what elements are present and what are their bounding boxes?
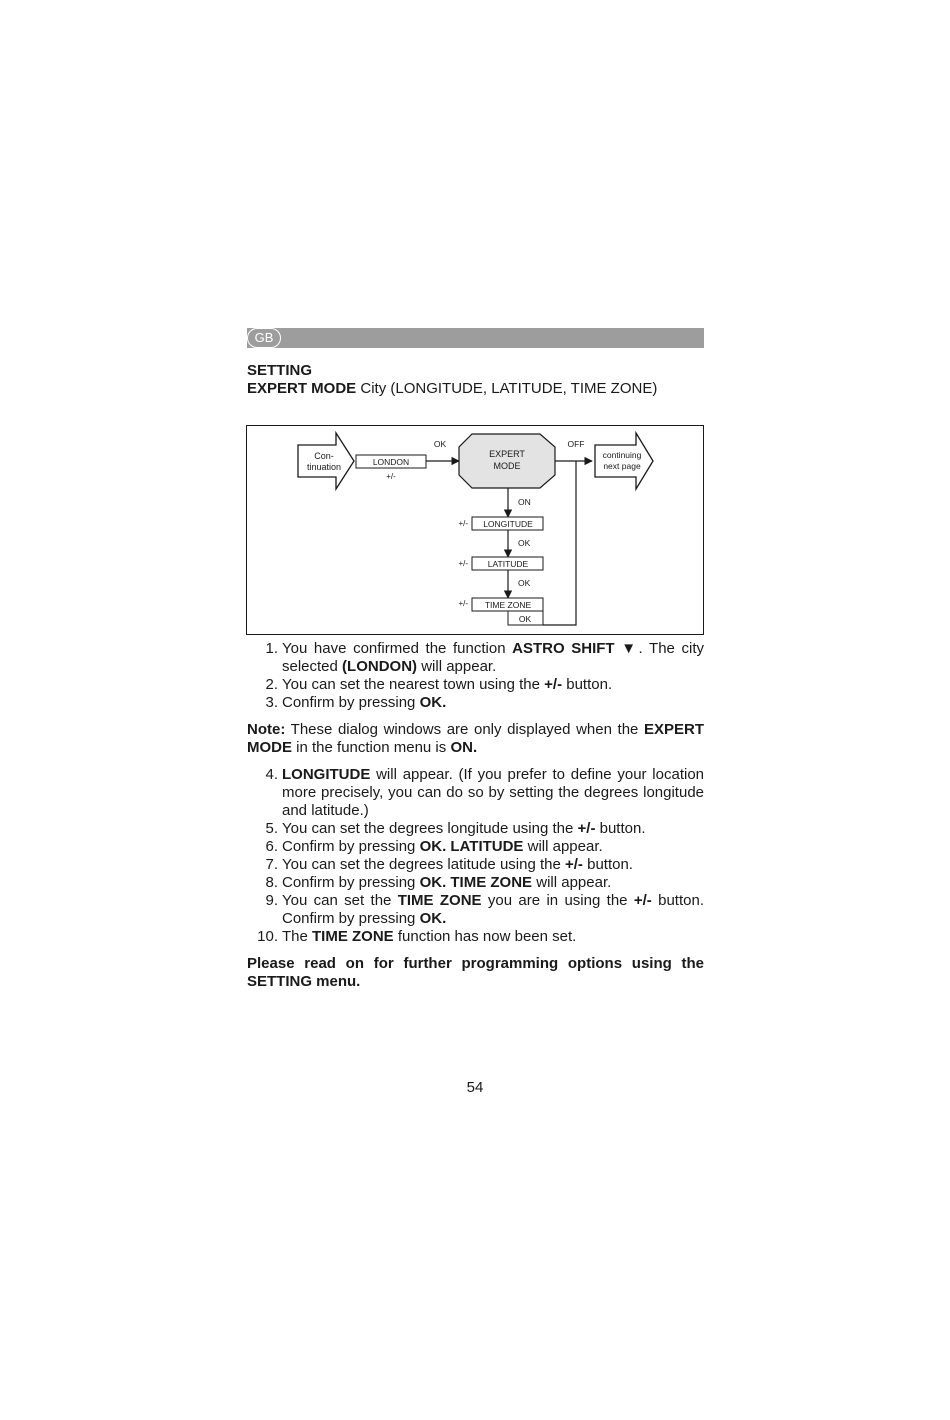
ok-label-top: OK	[433, 439, 447, 449]
timezone-plus-minus: +/-	[458, 599, 468, 608]
step-number: 1.	[265, 640, 278, 657]
latitude-label: LATITUDE	[487, 559, 529, 569]
step-text: OK.	[419, 910, 447, 927]
step-text: You can set the degrees latitude using the	[282, 856, 565, 873]
note-paragraph	[247, 721, 704, 757]
return-line	[543, 461, 576, 625]
step-item	[247, 820, 704, 838]
step-text: . The city selected	[282, 640, 704, 675]
next-page-label-2: next page	[603, 461, 641, 471]
step-text: Confirm by pressing	[282, 694, 420, 711]
expert-mode-label-1: EXPERT	[489, 449, 525, 459]
steps-list-b	[247, 766, 704, 946]
step-item	[247, 856, 704, 874]
step-text: button.	[562, 676, 613, 693]
step-number: 8.	[265, 874, 278, 891]
step-text: (LONDON)	[342, 658, 418, 675]
ok-label-latitude: OK	[518, 578, 531, 588]
step-text: OK. LATITUDE	[419, 838, 524, 855]
continuation-arrow-shape	[298, 433, 354, 489]
step-text: You can set the nearest town using the	[282, 676, 545, 693]
note-text: These dialog windows are only displayed when the	[285, 721, 644, 738]
step-text: will appear.	[417, 658, 497, 675]
instructions	[247, 640, 704, 991]
longitude-plus-minus: +/-	[458, 519, 468, 528]
london-plus-minus: +/-	[386, 472, 396, 481]
step-text: +/-	[633, 892, 652, 909]
final-ok-label: OK	[518, 614, 532, 624]
step-text: OK.	[419, 694, 447, 711]
ok-label-longitude: OK	[518, 538, 531, 548]
step-text: The	[282, 928, 313, 945]
step-item	[247, 676, 704, 694]
longitude-label: LONGITUDE	[483, 519, 533, 529]
step-text: +/-	[577, 820, 596, 837]
step-text: Confirm by pressing	[282, 838, 420, 855]
step-text: You can set the	[282, 892, 398, 909]
header-bar	[247, 328, 704, 348]
step-text: OK. TIME ZONE	[419, 874, 533, 891]
step-item	[247, 766, 704, 820]
language-badge: GB	[247, 328, 281, 348]
step-number: 4.	[265, 766, 278, 783]
note-text: Note:	[247, 721, 286, 738]
note-text: in the function menu is	[292, 739, 451, 756]
step-text: TIME ZONE	[312, 928, 394, 945]
note-text: EXPERT MODE	[247, 721, 704, 756]
step-text: You have confirmed the function	[282, 640, 513, 657]
steps-list-a	[247, 640, 704, 712]
off-label: OFF	[567, 439, 585, 449]
london-label: LONDON	[372, 457, 410, 467]
note-text: ON.	[450, 739, 478, 756]
continuation-label-2: tinuation	[306, 462, 342, 472]
step-item	[247, 928, 704, 946]
expert-mode-label-2: MODE	[493, 461, 521, 471]
on-label: ON	[518, 497, 531, 507]
step-item	[247, 892, 704, 928]
step-item	[247, 874, 704, 892]
page-number: 54	[466, 1079, 484, 1096]
step-number: 7.	[265, 856, 278, 873]
section-subtitle	[247, 380, 657, 397]
step-text: +/-	[544, 676, 563, 693]
section-title: SETTING	[247, 362, 313, 379]
closing-paragraph: Please read on for further programming options using the SETTING menu.	[247, 955, 704, 990]
step-item	[247, 640, 704, 676]
subtitle-rest: City (LONGITUDE, LATITUDE, TIME ZONE)	[356, 380, 658, 397]
step-item	[247, 838, 704, 856]
step-number: 10.	[257, 928, 278, 945]
latitude-plus-minus: +/-	[458, 559, 468, 568]
step-text: TIME ZONE	[397, 892, 482, 909]
step-text: will appear. (If you prefer to define your location more precisely, you can do so by setting the degrees longitude and latitude.)	[282, 766, 704, 819]
continuation-label-1: Con-	[314, 451, 334, 461]
step-text: function has now been set.	[393, 928, 577, 945]
timezone-label: TIME ZONE	[484, 600, 532, 610]
step-text: you are in using the	[481, 892, 634, 909]
step-text: button.	[595, 820, 646, 837]
step-text: You can set the degrees longitude using the	[282, 820, 578, 837]
step-number: 5.	[265, 820, 278, 837]
step-text: ASTRO SHIFT ▼	[512, 640, 639, 657]
step-text: button.	[582, 856, 633, 873]
next-page-label-1: continuing	[602, 450, 642, 460]
step-item	[247, 694, 704, 712]
subtitle-bold: EXPERT MODE	[247, 380, 357, 397]
step-number: 6.	[265, 838, 278, 855]
step-text: will appear.	[532, 874, 612, 891]
step-number: 3.	[265, 694, 278, 711]
step-text: +/-	[565, 856, 583, 873]
step-text: Confirm by pressing	[282, 874, 420, 891]
step-text: button. Confirm by pressing	[282, 892, 704, 927]
step-text: will appear.	[523, 838, 603, 855]
step-number: 9.	[265, 892, 278, 909]
step-number: 2.	[265, 676, 278, 693]
step-text: LONGITUDE	[282, 766, 371, 783]
flow-diagram	[246, 425, 704, 635]
